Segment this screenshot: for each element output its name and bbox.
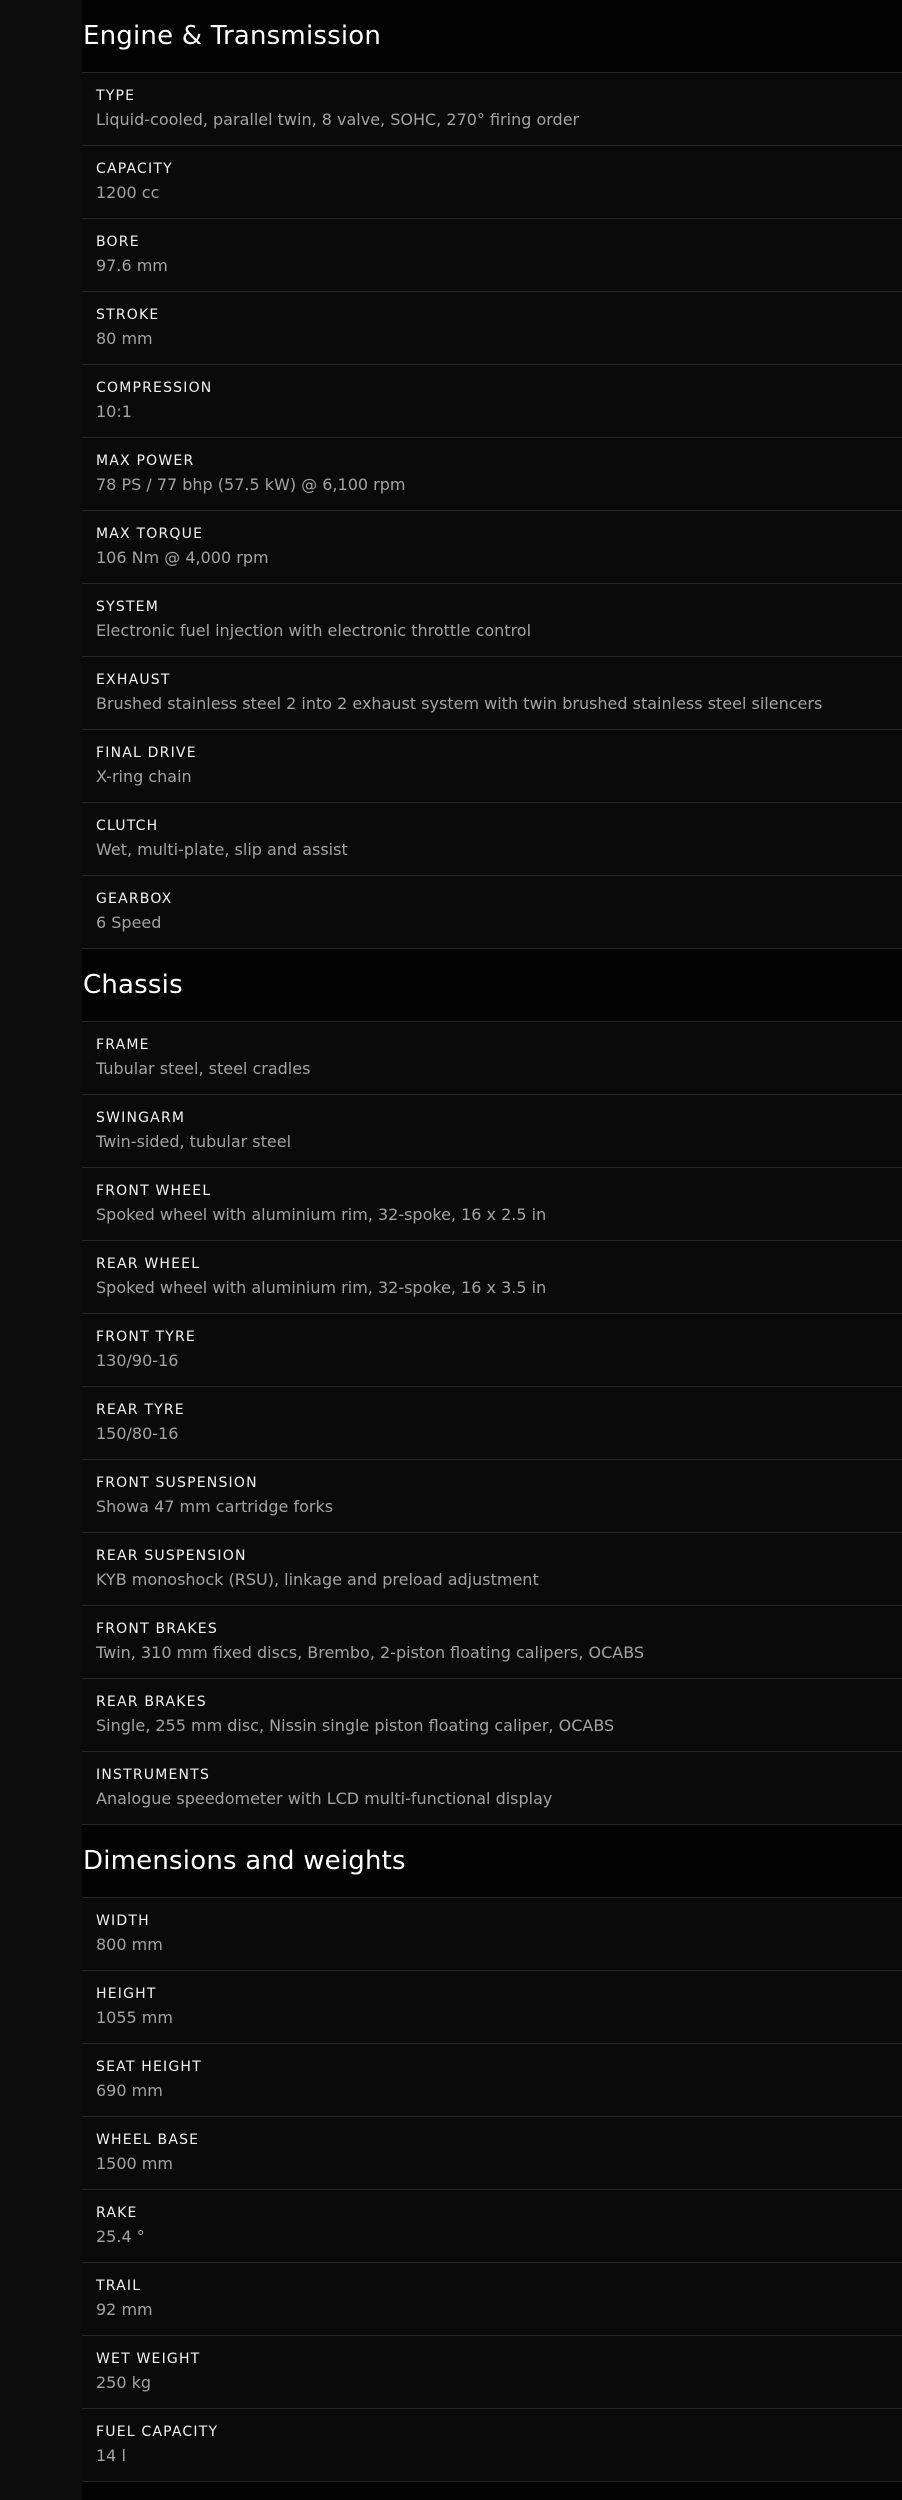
spec-row-bore (82, 219, 902, 292)
spec-row-final-drive (82, 730, 902, 803)
spec-label: FRONT SUSPENSION (96, 1475, 258, 1491)
spec-value: KYB monoshock (RSU), linkage and preload adjustment (96, 1570, 539, 1589)
spec-row-clutch (82, 803, 902, 876)
spec-value: Twin-sided, tubular steel (96, 1132, 292, 1151)
spec-row-swingarm (82, 1095, 902, 1168)
spec-label: FRONT TYRE (96, 1329, 196, 1345)
spec-row-rear-tyre (82, 1387, 902, 1460)
spec-row-rear-suspension (82, 1533, 902, 1606)
spec-value: Brushed stainless steel 2 into 2 exhaust system with twin brushed stainless steel silencers (96, 694, 823, 713)
spec-row-system (82, 584, 902, 657)
spec-label: CLUTCH (96, 818, 159, 834)
spec-label: WHEEL BASE (96, 2132, 200, 2148)
spec-label: CAPACITY (96, 161, 173, 177)
spec-label: FRONT BRAKES (96, 1621, 218, 1637)
spec-row-compression (82, 365, 902, 438)
spec-label: EXHAUST (96, 672, 171, 688)
spec-value: 25.4 ° (96, 2227, 145, 2246)
spec-value: 80 mm (96, 329, 153, 348)
spec-label: FUEL CAPACITY (96, 2424, 219, 2440)
spec-value: X-ring chain (96, 767, 192, 786)
section-heading: Chassis (82, 949, 902, 1022)
spec-row-front-brakes (82, 1606, 902, 1679)
spec-label: SYSTEM (96, 599, 160, 615)
spec-row-wet-weight (82, 2336, 902, 2409)
section-dimensions-weights (82, 1825, 902, 2482)
spec-row-width (82, 1898, 902, 1971)
spec-value: Wet, multi-plate, slip and assist (96, 840, 348, 859)
spec-value: 250 kg (96, 2373, 152, 2392)
spec-row-frame (82, 1022, 902, 1095)
section-heading: Engine & Transmission (82, 0, 902, 73)
spec-row-exhaust (82, 657, 902, 730)
spec-row-instruments (82, 1752, 902, 1825)
spec-value: Electronic fuel injection with electronic throttle control (96, 621, 532, 640)
spec-value: Spoked wheel with aluminium rim, 32-spoke, 16 x 3.5 in (96, 1278, 547, 1297)
spec-label: REAR WHEEL (96, 1256, 201, 1272)
spec-row-front-suspension (82, 1460, 902, 1533)
spec-value: 1500 mm (96, 2154, 173, 2173)
spec-label: FINAL DRIVE (96, 745, 197, 761)
left-side-strip (0, 0, 82, 2500)
spec-label: FRAME (96, 1037, 150, 1053)
spec-row-type (82, 73, 902, 146)
spec-label: REAR SUSPENSION (96, 1548, 247, 1564)
spec-row-trail (82, 2263, 902, 2336)
spec-row-seat-height (82, 2044, 902, 2117)
spec-row-rake (82, 2190, 902, 2263)
section-chassis (82, 949, 902, 1825)
spec-value: 1055 mm (96, 2008, 173, 2027)
spec-label: COMPRESSION (96, 380, 213, 396)
spec-label: HEIGHT (96, 1986, 157, 2002)
spec-value: 106 Nm @ 4,000 rpm (96, 548, 269, 567)
spec-row-stroke (82, 292, 902, 365)
section-heading: Dimensions and weights (82, 1825, 902, 1898)
spec-row-fuel-capacity (82, 2409, 902, 2482)
spec-row-wheel-base (82, 2117, 902, 2190)
spec-value: 690 mm (96, 2081, 163, 2100)
spec-label: SWINGARM (96, 1110, 186, 1126)
spec-row-capacity (82, 146, 902, 219)
spec-value: 78 PS / 77 bhp (57.5 kW) @ 6,100 rpm (96, 475, 406, 494)
spec-row-max-power (82, 438, 902, 511)
spec-row-front-tyre (82, 1314, 902, 1387)
spec-sheet (82, 0, 902, 2500)
spec-label: FRONT WHEEL (96, 1183, 212, 1199)
spec-label: MAX TORQUE (96, 526, 204, 542)
spec-value: 1200 cc (96, 183, 160, 202)
spec-value: Single, 255 mm disc, Nissin single piston floating caliper, OCABS (96, 1716, 615, 1735)
spec-value: Twin, 310 mm fixed discs, Brembo, 2-piston floating calipers, OCABS (96, 1643, 645, 1662)
spec-value: Liquid-cooled, parallel twin, 8 valve, SOHC, 270° firing order (96, 110, 580, 129)
section-engine-transmission (82, 0, 902, 949)
spec-row-rear-brakes (82, 1679, 902, 1752)
spec-value: Spoked wheel with aluminium rim, 32-spoke, 16 x 2.5 in (96, 1205, 547, 1224)
spec-value: 14 l (96, 2446, 126, 2465)
spec-value: 800 mm (96, 1935, 163, 1954)
spec-row-gearbox (82, 876, 902, 949)
spec-label: TRAIL (96, 2278, 142, 2294)
spec-label: INSTRUMENTS (96, 1767, 211, 1783)
spec-label: BORE (96, 234, 140, 250)
spec-row-front-wheel (82, 1168, 902, 1241)
spec-row-max-torque (82, 511, 902, 584)
spec-value: Analogue speedometer with LCD multi-functional display (96, 1789, 553, 1808)
spec-label: RAKE (96, 2205, 138, 2221)
spec-label: TYPE (96, 88, 136, 104)
spec-value: 92 mm (96, 2300, 153, 2319)
spec-value: Showa 47 mm cartridge forks (96, 1497, 334, 1516)
spec-label: SEAT HEIGHT (96, 2059, 202, 2075)
spec-label: MAX POWER (96, 453, 195, 469)
spec-label: WIDTH (96, 1913, 150, 1929)
spec-label: GEARBOX (96, 891, 173, 907)
spec-value: 130/90-16 (96, 1351, 179, 1370)
spec-label: WET WEIGHT (96, 2351, 201, 2367)
spec-label: REAR TYRE (96, 1402, 185, 1418)
spec-value: 10:1 (96, 402, 132, 421)
spec-value: 97.6 mm (96, 256, 168, 275)
spec-label: REAR BRAKES (96, 1694, 207, 1710)
spec-row-height (82, 1971, 902, 2044)
spec-label: STROKE (96, 307, 160, 323)
spec-value: Tubular steel, steel cradles (96, 1059, 311, 1078)
spec-row-rear-wheel (82, 1241, 902, 1314)
spec-value: 6 Speed (96, 913, 162, 932)
spec-value: 150/80-16 (96, 1424, 179, 1443)
